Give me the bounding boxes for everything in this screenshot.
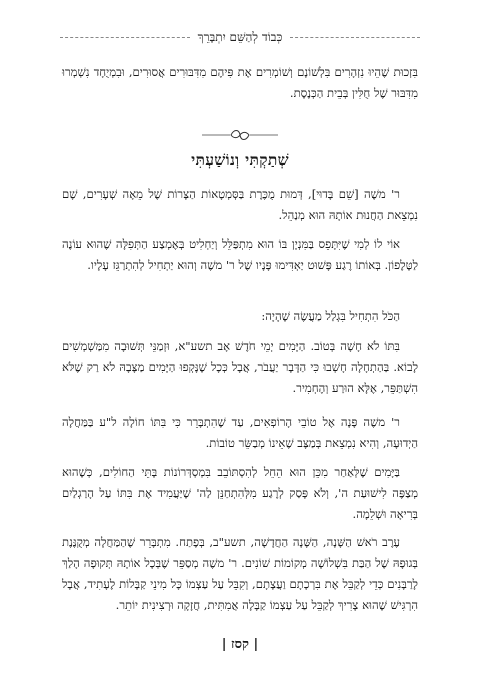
header-rule-left (60, 37, 190, 38)
intro-paragraph: בִּזְכוּת שֶׁהֵיוּ נִזְהָרִים בִּלְשׁוֹנָם וְשׁוֹמְרִים אֶת פִּיהֶם מִדִּבּוּרִים אֲסוּרִים, וּבִמְיֻחָד נִשְׁמְרוּ מִדִּבּוּר שֶׁל חֻלִּין בְּבֵית הַכְּנֶסֶת. (62, 65, 418, 100)
page-number: | קסז | (221, 637, 259, 652)
body-paragraph: אוֹי לוֹ לְמִי שֶׁיִּתָּפֵס בַּמִּנְיָן בּוֹ הוּא מִתְפַּלֵּל וְיַחְלִיט בְּאֶמְצַע הַתְּפִלָּה שֶׁהוּא עוֹנֶה לַטֶּלֶפוֹן. בְּאוֹתוֹ רֶגַע פָּשׁוּט יַאְדִּימוּ פָּנָיו שֶׁל ר' משֶׁה וְהוּא יַתְחִיל לְהִתְרַגֵּז עָלָיו. (62, 237, 418, 272)
section-title: שְׁתַקְתִּי וְנוֹשַׁעְתִּי (191, 150, 289, 169)
body-paragraph: הַכֹּל הִתְחִיל בִּגְלַל מַעֲשֶׂה שֶׁהָיָה: (261, 309, 400, 323)
ornament-divider-icon (200, 127, 280, 143)
running-title: כְּבוֹד לְהַשֵּׁם יִתְבָּרֵךְ (197, 30, 283, 44)
body-paragraph: ר' משֶׁה [שֵׁם בָּדוּי], דְּמוּת מֻכֶּרֶת בַּסְּמְטָאוֹת הַצָּרוֹת שֶׁל מֵאָה שְׁעָרִים, שָׁם נִמְצֵאת הַחֲנוּת אוֹתָהּ הוּא מְנַהֵל. (62, 187, 418, 222)
body-paragraph: ר' משֶׁה פָּנָה אֶל טוֹבֵי הָרוֹפְאִים, עַד שֶׁהִתְבָּרֵר כִּי בִּתּוֹ חוֹלָה ל"ע בַּמַּחֲלָה הַיְדוּעָה, וְהִיא נִמְצֵאת בְּמַצָּב שֶׁאֵינוֹ מְבַשֵּׂר טוֹבוֹת. (62, 415, 418, 450)
header-rule-right (290, 37, 420, 38)
body-paragraph: בַּיָּמִים שֶׁלְּאַחַר מִכֵּן הוּא הֵחֵל לְהִסְתּוֹבֵב בִּמְסְדְּרוֹנוֹת בָּתֵּי הַחוֹלִים, כְּשֶׁהוּא מְצַפֶּה לִישׁוּעַת ה', וְלֹא פָּסַק לְרֶגַע מִלְּהִתְחַנֵּן לַה' שֶׁיַּעֲמִיד אֶת בִּתּוֹ עַל הָרַגְלַיִם בְּרִיאָה וּשְׁלֵמָה. (62, 465, 418, 521)
running-header (60, 30, 420, 45)
body-paragraph: בִּתּוֹ לֹא חָשָׁה בְּטוֹב. הַיָּמִים יְמֵי חֹדֶשׁ אָב תשע"א, וּזְמַנֵּי תְּשׁוּבָה מִמַּשְׁמְשִׁים לָבוֹא. בַּהַתְחָלָה חָשְׁבוּ כִּי הַדָּבָר יַעֲבֹר, אֲבָל כְּכָל שֶׁנָּקְפוּ הַיָּמִים מַצָּבָהּ לֹא רַק שֶׁלֹּא הִשְׁתַּפֵּר, אֶלָּא הוּרַע וְהֶחְמִיר. (62, 339, 418, 395)
body-paragraph: עֶרֶב רֹאשׁ הַשָּׁנָה, הַשָּׁנָה הַחֲדָשָׁה, תשע"ב, בְּפֶתַח. מִתְבָּרֵר שֶׁהַמַּחֲלָה מְקֻנֶּנֶת בְּגוּפָהּ שֶׁל הַבַּת בִּשְׁלוֹשָׁה מְקוֹמוֹת שׁוֹנִים. ר' משֶׁה מְסַפֵּר שֶׁבְּכָל אוֹתָהּ תְּקוּפָה הָלַךְ לָרַבָּנִים כְּדֵי לְקַבֵּל אֶת בִּרְכָתָם וַעֲצָתָם, וְקִבֵּל עַל עַצְמוֹ כָּל מִינֵי קַבָּלוֹת לֶעָתִיד, אֲבָל הִרְגִּישׁ שֶׁהוּא צָרִיךְ לְקַבֵּל עַל עַצְמוֹ קַבָּלָה אֲמִתִּית, חֲזָקָה וּרְצִינִית יוֹתֵר. (62, 535, 418, 612)
